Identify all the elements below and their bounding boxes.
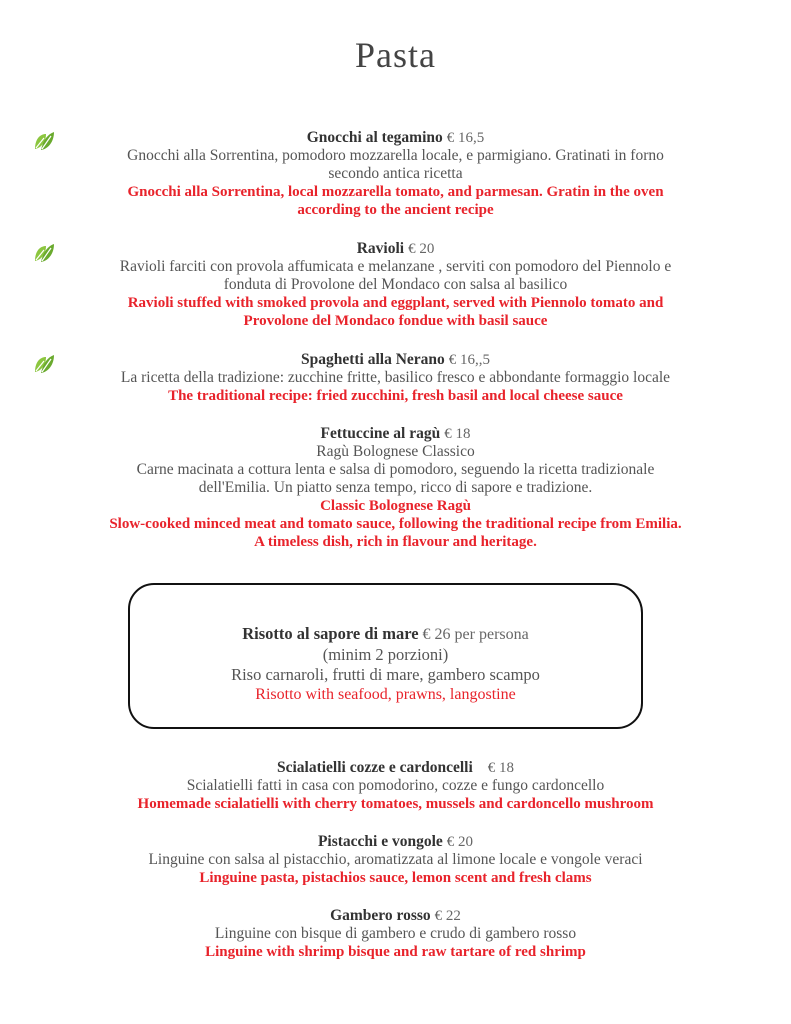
dish-description-it: dell'Emilia. Un piatto senza tempo, ricco di sapore e tradizione. <box>198 479 593 496</box>
dish-description-en: Slow-cooked minced meat and tomato sauce, following the traditional recipe from Emilia. <box>109 516 682 532</box>
dish-name: Gambero rosso <box>330 907 431 924</box>
dish-price: € 16,5 <box>446 130 485 146</box>
dish-name: Ravioli <box>356 240 405 257</box>
menu-item-scialatielli <box>0 759 791 813</box>
dish-description-en: Homemade scialatielli with cherry tomatoes, mussels and cardoncello mushroom <box>137 796 654 812</box>
dish-name: Risotto al sapore di mare <box>242 624 419 643</box>
dish-description-en: Classic Bolognese Ragù <box>320 498 471 514</box>
page-title: Pasta <box>355 35 436 75</box>
dish-name: Scialatielli cozze e cardoncelli <box>276 759 473 776</box>
menu-item-risotto <box>128 624 643 705</box>
dish-price: € 20 <box>446 834 474 850</box>
dish-price: € 18 <box>472 760 515 776</box>
dish-name: Pistacchi e vongole <box>317 833 443 850</box>
dish-name: Gnocchi al tegamino <box>306 129 443 146</box>
dish-description-en: Linguine pasta, pistachios sauce, lemon scent and fresh clams <box>199 870 592 886</box>
menu-item-fettuccine <box>0 425 791 551</box>
dish-price: € 18 <box>444 426 471 442</box>
dish-description-it: Scialatielli fatti in casa con pomodorino, cozze e fungo cardoncello <box>186 777 605 794</box>
dish-name: Spaghetti alla Nerano <box>300 351 445 368</box>
dish-price: € 26 per persona <box>422 626 529 643</box>
dish-price: € 22 <box>434 908 461 924</box>
dish-description-it: Ragù Bolognese Classico <box>316 443 475 460</box>
dish-description-it: Linguine con bisque di gambero e crudo di gambero rosso <box>214 925 577 942</box>
dish-description-en: Gnocchi alla Sorrentina, local mozzarella tomato, and parmesan. Gratin in the oven <box>127 184 664 200</box>
dish-price: € 16,,5 <box>448 352 491 368</box>
dish-description-it: Carne macinata a cottura lenta e salsa di pomodoro, seguendo la ricetta tradizionale <box>136 461 655 478</box>
dish-price: € 20 <box>408 241 435 257</box>
dish-description-en: A timeless dish, rich in flavour and heritage. <box>254 534 537 550</box>
dish-description-en: Provolone del Mondaco fondue with basil sauce <box>243 313 548 329</box>
menu-item-gnocchi <box>0 129 791 219</box>
dish-description-it: Gnocchi alla Sorrentina, pomodoro mozzarella locale, e parmigiano. Gratinati in forno <box>127 147 664 164</box>
dish-description-en: Risotto with seafood, prawns, langostine <box>255 686 516 703</box>
dish-description-en: The traditional recipe: fried zucchini, fresh basil and local cheese sauce <box>168 388 623 404</box>
menu-item-pistacchi <box>0 833 791 887</box>
dish-description-it: Ravioli farciti con provola affumicata e melanzane , serviti con pomodoro del Piennolo e <box>119 258 672 275</box>
dish-name: Fettuccine al ragù <box>320 425 441 442</box>
dish-description-it: La ricetta della tradizione: zucchine fritte, basilico fresco e abbondante formaggio locale <box>120 369 671 386</box>
dish-description-en: Ravioli stuffed with smoked provola and eggplant, served with Piennolo tomato and <box>127 295 664 311</box>
dish-description-en: Linguine with shrimp bisque and raw tartare of red shrimp <box>205 944 586 960</box>
dish-description-en: according to the ancient recipe <box>297 202 494 218</box>
dish-description-it: fonduta di Provolone del Mondaco con salsa al basilico <box>223 276 568 293</box>
dish-description-it: Linguine con salsa al pistacchio, aromatizzata al limone locale e vongole veraci <box>148 851 643 868</box>
menu-item-ravioli <box>0 240 791 330</box>
dish-description-it: secondo antica ricetta <box>328 165 463 182</box>
menu-item-spaghetti <box>0 351 791 405</box>
menu-item-gambero <box>0 907 791 961</box>
dish-note: (minim 2 porzioni) <box>322 645 449 664</box>
dish-description-it: Riso carnaroli, frutti di mare, gambero scampo <box>231 665 540 684</box>
